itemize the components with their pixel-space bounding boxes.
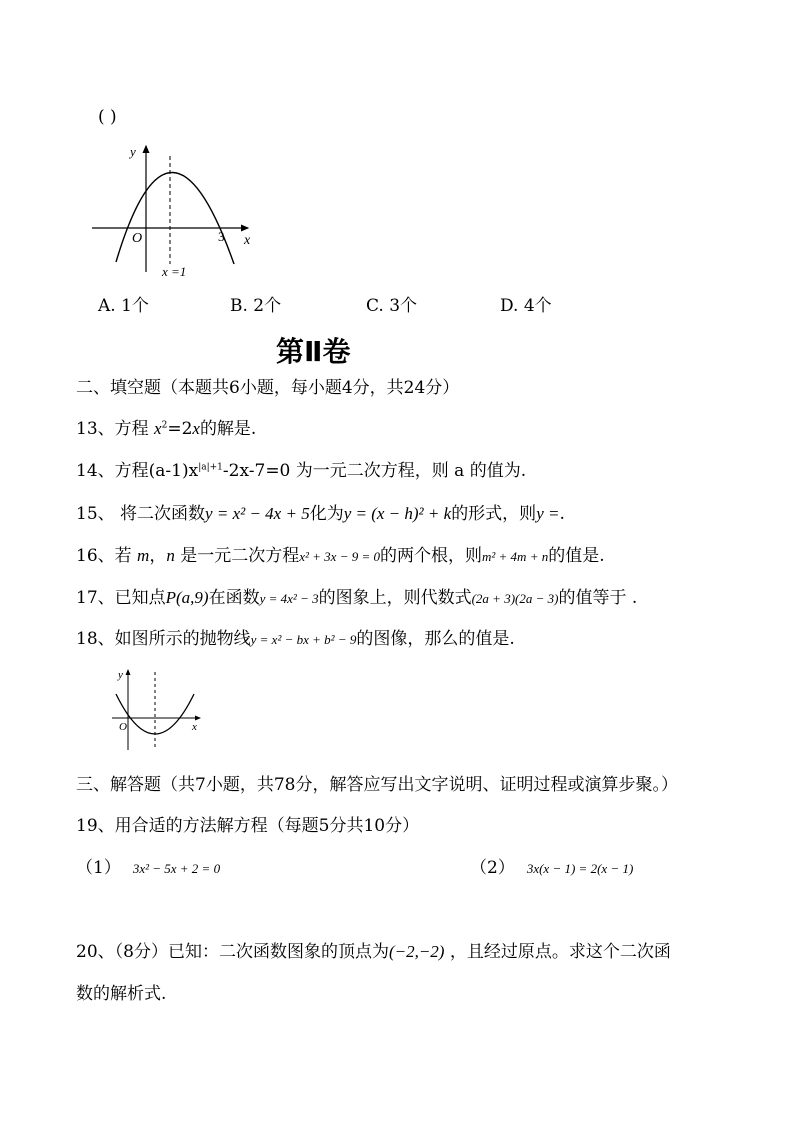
y-axis-label: y (130, 144, 136, 159)
parabola-graph-2 (108, 664, 208, 754)
origin-label: O (119, 721, 127, 733)
part3-heading: 三、解答题（共7小题，共78分，解答应写出文字说明、证明过程或演算步聚。） (76, 775, 678, 795)
q19-part2: （2） 3x(x − 1) = 2(x − 1) (470, 858, 634, 878)
question-16: 16、若 m，n 是一元二次方程x² + 3x − 9 = 0的两个根，则m² + 4m + n的值是. (76, 546, 605, 566)
choice-d: D. 4个 (500, 296, 552, 316)
question-19: 19、用合适的方法解方程（每题5分共10分） (76, 816, 420, 836)
symmetry-axis-label: x =1 (162, 264, 187, 279)
question-18: 18、如图所示的抛物线y = x² − bx + b² − 9的图像，那么的值是. (76, 629, 515, 649)
x-axis-label: x (244, 233, 251, 248)
origin-label: O (132, 231, 143, 246)
choice-a: A. 1个 (98, 296, 149, 316)
parabola-graph-1 (88, 140, 268, 280)
question-15: 15、 将二次函数y = x² − 4x + 5化为y = (x − h)² + k的形式，则y =. (76, 504, 565, 524)
part2-heading: 二、填空题（本题共6小题，每小题4分，共24分） (76, 378, 460, 398)
question-13: 13、方程 $x^2=2x$的解是. (76, 419, 257, 439)
question-17: 17、已知点P(a,9)在函数y = 4x² − 3的图象上，则代数式(2a + 3)(2a − 3)的值等于 . (76, 588, 638, 608)
x-axis-label: x (192, 721, 197, 733)
parabola-curve (116, 172, 234, 264)
section-title: 第Ⅱ卷 (276, 335, 351, 368)
choice-b: B. 2个 (230, 296, 282, 316)
answer-parentheses: ( ) (98, 107, 117, 127)
question-14: 14、方程$(a-1)x^{|a|+1}-2x-7=0$ 为一元二次方程，则 a 的值为. (76, 461, 527, 481)
question-20-line2: 数的解析式. (76, 984, 167, 1004)
choice-c: C. 3个 (366, 296, 418, 316)
y-axis-label: y (118, 669, 123, 681)
q19-part1: （1） 3x² − 5x + 2 = 0 (76, 858, 221, 878)
root-label: 3 (218, 229, 225, 244)
question-20-line1: 20、（8分）已知：二次函数图象的顶点为(−2,−2) ，且经过原点。求这个二次函 (76, 942, 671, 962)
